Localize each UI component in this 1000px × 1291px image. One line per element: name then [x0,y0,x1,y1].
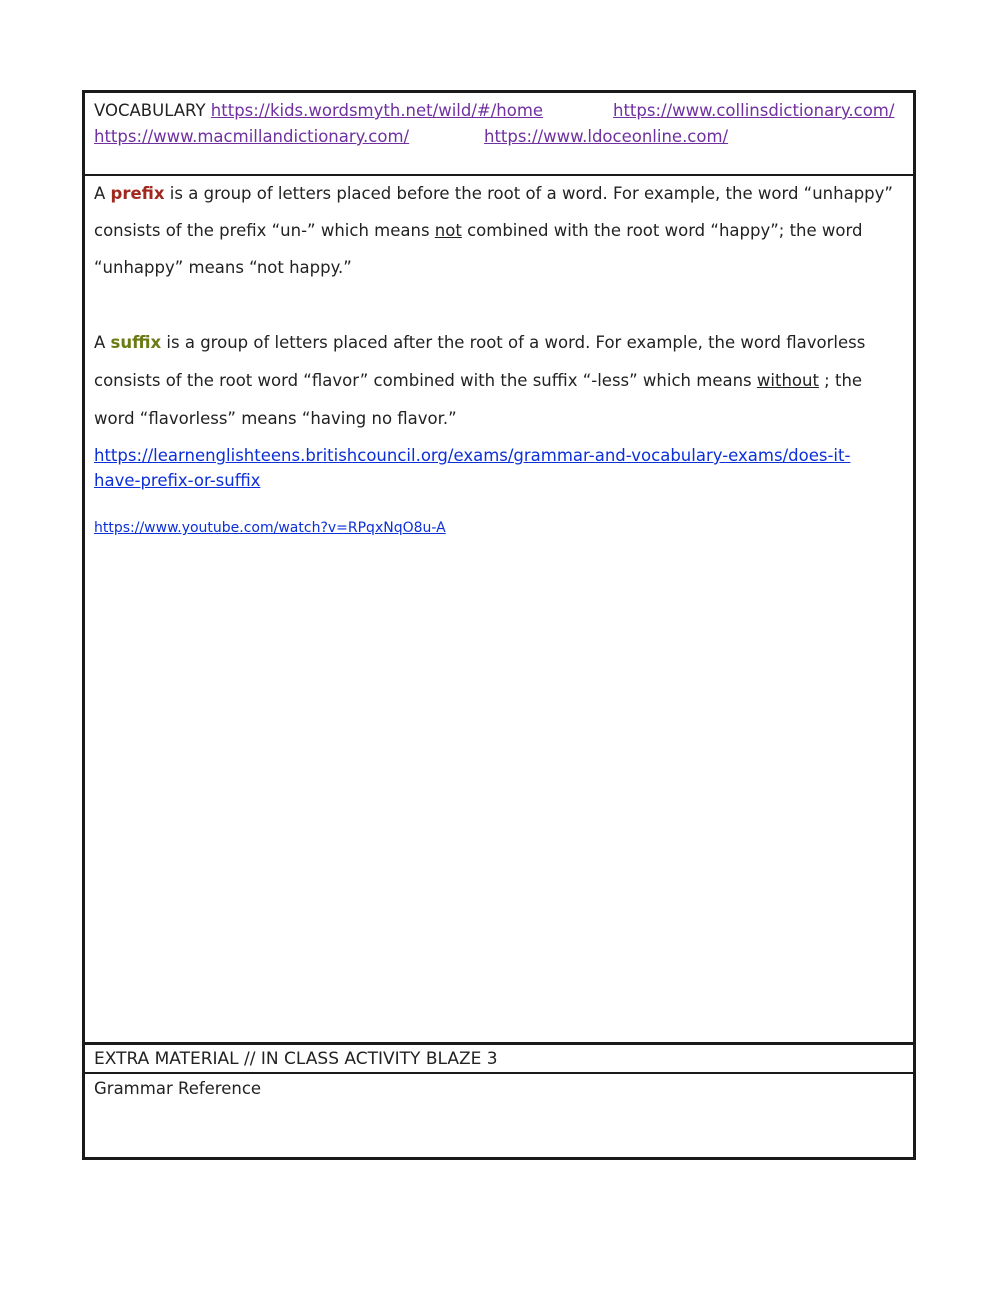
suffix-text: is a group of letters placed after the root of a word. For example, the word flavorless [161,333,866,352]
macmillan-link[interactable]: https://www.macmillandictionary.com/ [94,127,410,146]
prefix-text: is a group of letters placed before the root of a word. For example, the word “unhappy” [164,184,893,203]
prefix-emphasis: not [434,221,462,240]
suffix-text: consists of the root word “flavor” combined with the suffix “-less” which means [94,371,757,390]
vocabulary-line-1-right [613,101,894,120]
prefix-text: combined with the root word “happy”; the word [461,221,863,240]
british-council-line-1 [94,446,850,465]
prefix-line-1 [94,184,893,203]
ldoce-link[interactable]: https://www.ldoceonline.com/ [484,127,729,146]
prefix-text: A [94,184,111,203]
vocabulary-section [85,93,913,176]
youtube-link[interactable]: https://www.youtube.com/watch?v=RPqxNqO8u-A [94,520,446,536]
prefix-line-2 [94,221,862,240]
worksheet-table [82,90,916,1160]
vocabulary-line-1 [94,101,543,120]
british-council-line-2 [94,471,260,490]
collins-link[interactable]: https://www.collinsdictionary.com/ [613,101,895,120]
vocabulary-line-2-right [484,127,728,146]
youtube-line [94,520,446,536]
suffix-text: ; the [818,371,863,390]
prefix-line-3: “unhappy” means “not happy.” [94,258,352,277]
prefix-term: prefix [110,184,165,203]
british-council-link-cont[interactable]: have-prefix-or-suffix [94,471,261,490]
suffix-emphasis: without [756,371,819,390]
prefix-text: consists of the prefix “un-” which means [94,221,435,240]
grammar-reference-heading: Grammar Reference [94,1079,262,1098]
vocabulary-line-2 [94,127,409,146]
extra-material-section [85,1042,913,1074]
wordsmyth-link[interactable]: https://kids.wordsmyth.net/wild/#/home [210,101,544,120]
suffix-line-2 [94,371,862,390]
suffix-term: suffix [110,333,162,352]
british-council-link[interactable]: https://learnenglishteens.britishcouncil.org/exams/grammar-and-vocabulary-exams/does-it- [94,446,851,465]
vocabulary-label: VOCABULARY [94,101,206,120]
extra-material-heading: EXTRA MATERIAL // IN CLASS ACTIVITY BLAZE 3 [94,1049,498,1069]
grammar-reference-section [85,1074,913,1157]
suffix-text: A [94,333,111,352]
suffix-line-1 [94,333,865,352]
suffix-line-3: word “flavorless” means “having no flavor.” [94,409,457,428]
content-section [85,176,913,1042]
